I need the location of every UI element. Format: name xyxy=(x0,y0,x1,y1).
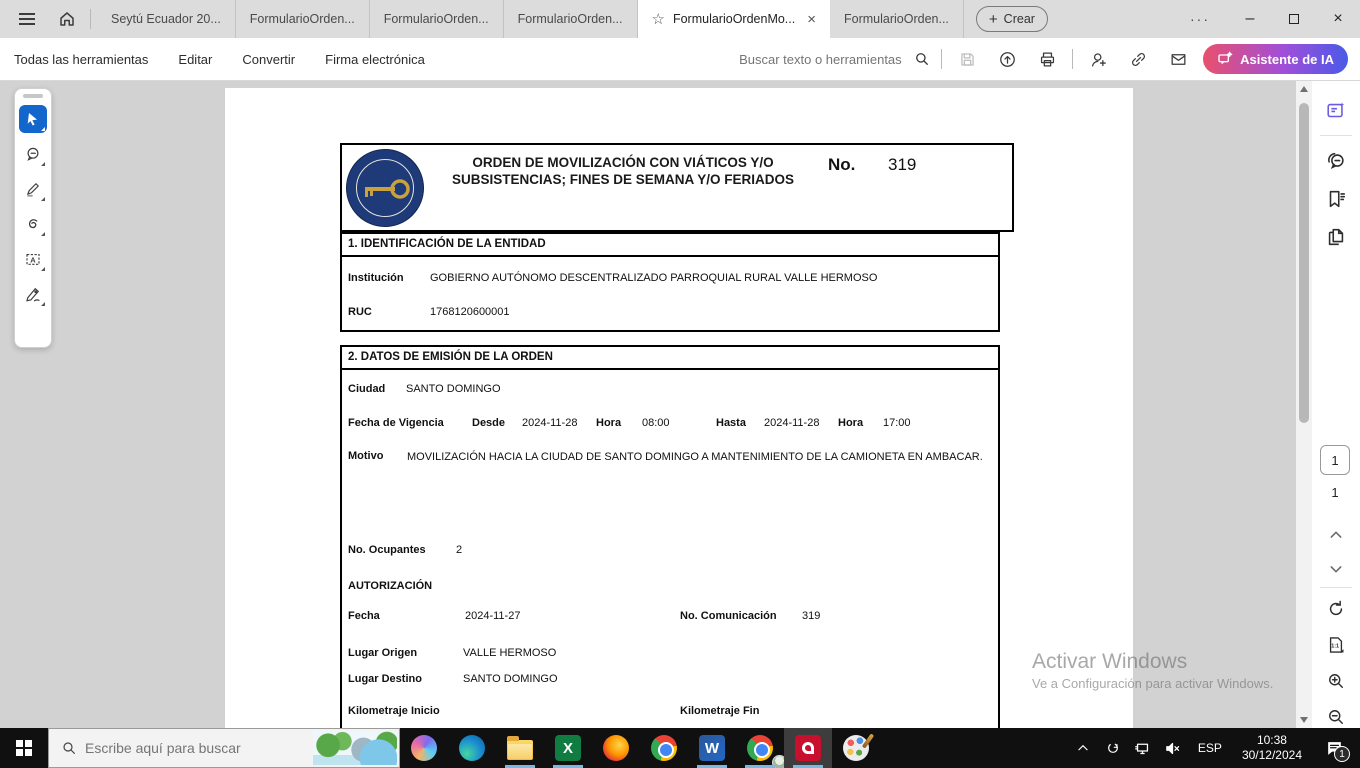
motivo-value: MOVILIZACIÓN HACIA LA CIUDAD DE SANTO DOMINGO A MANTENIMIENTO DE LA CAMIONETA EN AMBACAR. xyxy=(407,451,983,463)
text-select-tool-button[interactable] xyxy=(19,245,47,273)
firefox-icon xyxy=(603,735,629,761)
network-icon xyxy=(1134,740,1151,757)
ocupantes-label: No. Ocupantes xyxy=(348,544,426,556)
taskbar-excel-button[interactable] xyxy=(544,728,592,768)
ruc-label: RUC xyxy=(348,306,372,318)
acrobat-icon xyxy=(795,735,821,761)
comments-panel-icon xyxy=(1325,150,1347,172)
ciudad-label: Ciudad xyxy=(348,383,386,395)
titlebar-left xyxy=(0,4,91,34)
page-number-input[interactable]: 1 xyxy=(1320,445,1350,475)
restore-button[interactable] xyxy=(1272,0,1316,38)
page-total-label: 1 xyxy=(1331,485,1339,500)
crear-button[interactable]: + Crear xyxy=(976,6,1048,32)
ai-assistant-panel-button[interactable] xyxy=(1322,97,1350,125)
upload-cloud-icon xyxy=(998,50,1017,69)
vigencia-row xyxy=(348,417,992,432)
chevron-down-icon xyxy=(1328,561,1344,577)
right-panel xyxy=(1312,81,1360,728)
taskbar-search-icon xyxy=(61,740,77,756)
save-button[interactable] xyxy=(952,44,982,74)
page-thumbnails-panel-button[interactable] xyxy=(1322,223,1350,251)
excel-icon: X xyxy=(555,735,581,761)
menu-button[interactable] xyxy=(10,4,44,34)
ciudad-row xyxy=(348,383,992,398)
autorizacion-row xyxy=(348,580,992,595)
destino-value: SANTO DOMINGO xyxy=(463,673,558,685)
text-box-icon xyxy=(24,250,42,268)
menu-item-todas-las-herramientas[interactable]: Todas las herramientas xyxy=(14,51,149,67)
email-button[interactable] xyxy=(1163,44,1193,74)
signature-pen-icon xyxy=(24,285,42,303)
search-bar[interactable] xyxy=(739,50,931,68)
institucion-row xyxy=(348,272,992,287)
destino-label: Lugar Destino xyxy=(348,673,422,685)
next-page-button[interactable] xyxy=(1322,555,1350,583)
file-explorer-icon xyxy=(507,740,533,760)
menu-item-editar[interactable]: Editar xyxy=(178,51,213,67)
menu-item-firma-electronica[interactable]: Firma electrónica xyxy=(325,51,425,67)
origen-row xyxy=(348,647,992,662)
system-tray xyxy=(1070,728,1360,768)
desde-value: 2024-11-28 xyxy=(522,417,578,429)
chrome-profile-icon xyxy=(747,735,773,761)
fecha-value: 2024-11-27 xyxy=(465,610,521,622)
clock[interactable] xyxy=(1234,733,1310,763)
fecha-label: Fecha xyxy=(348,610,380,622)
right-panel-divider xyxy=(1320,135,1352,136)
document-title: ORDEN DE MOVILIZACIÓN CON VIÁTICOS Y/O SUBSISTENCIAS; FINES DE SEMANA Y/O FERIADOS xyxy=(451,155,795,187)
print-button[interactable] xyxy=(1032,44,1062,74)
scroll-down-icon xyxy=(1300,717,1308,723)
close-button[interactable]: × xyxy=(1333,10,1343,27)
titlebar xyxy=(0,0,1360,38)
home-icon xyxy=(58,10,76,28)
highlight-tool-button[interactable] xyxy=(19,175,47,203)
ai-assistant-panel-icon xyxy=(1325,100,1347,122)
save-icon xyxy=(958,50,977,69)
bookmarks-panel-button[interactable] xyxy=(1322,185,1350,213)
comment-tool-button[interactable] xyxy=(19,140,47,168)
entity-seal-logo xyxy=(346,149,424,227)
hora1-label: Hora xyxy=(596,417,622,429)
institucion-value: GOBIERNO AUTÓNOMO DESCENTRALIZADO PARROQUIAL RURAL VALLE HERMOSO xyxy=(430,272,878,284)
document-canvas xyxy=(0,81,1360,728)
tab-formulario-2[interactable]: FormularioOrden... xyxy=(370,0,504,38)
link-button[interactable] xyxy=(1123,44,1153,74)
scroll-up-button[interactable] xyxy=(1296,81,1312,97)
origen-value: VALLE HERMOSO xyxy=(463,647,557,659)
clock-time: 10:38 xyxy=(1256,733,1287,747)
vigencia-label: Fecha de Vigencia xyxy=(348,417,444,429)
ai-assistant-button[interactable]: Asistente de IA xyxy=(1203,44,1348,74)
word-icon: W xyxy=(699,735,725,761)
windows-logo-icon xyxy=(16,740,32,756)
toolbar-divider-1 xyxy=(941,49,942,69)
taskbar-search-input[interactable] xyxy=(85,740,285,756)
tray-chevron-up-icon xyxy=(1076,741,1090,755)
number-label: No. xyxy=(828,155,856,174)
overflow-menu-icon[interactable]: ··· xyxy=(1190,11,1210,27)
link-icon xyxy=(1129,50,1148,69)
highlighter-icon xyxy=(24,180,42,198)
taskbar-copilot-button[interactable] xyxy=(400,728,448,768)
bookmarks-panel-icon xyxy=(1325,188,1347,210)
search-input[interactable] xyxy=(739,52,907,67)
tab-formulario-3[interactable]: FormularioOrden... xyxy=(504,0,638,38)
zoom-out-button[interactable] xyxy=(1322,703,1350,728)
taskbar-edge-button[interactable] xyxy=(448,728,496,768)
palette-drag-handle[interactable] xyxy=(23,94,43,98)
ruc-row xyxy=(348,306,992,321)
rotate-page-button[interactable] xyxy=(1322,595,1350,623)
tab-strip xyxy=(97,0,964,38)
taskbar-chrome-button[interactable] xyxy=(640,728,688,768)
hora2-label: Hora xyxy=(838,417,864,429)
tab-formulario-5[interactable]: FormularioOrden... xyxy=(830,0,964,38)
ocupantes-value: 2 xyxy=(456,544,463,556)
toolbar-right xyxy=(739,44,1360,74)
freehand-draw-icon xyxy=(24,215,42,233)
form-header-box xyxy=(340,143,1014,232)
email-icon xyxy=(1169,50,1188,69)
desde-label: Desde xyxy=(472,417,506,429)
gold-key-icon xyxy=(361,174,411,204)
edge-icon xyxy=(459,735,485,761)
institucion-label: Institución xyxy=(348,272,404,284)
scroll-down-button[interactable] xyxy=(1296,712,1312,728)
actual-size-icon xyxy=(1326,635,1346,655)
windows-activation-watermark: Activar Windows Ve a Configuración para activar Windows. xyxy=(1032,650,1274,691)
toolbar-divider-2 xyxy=(1072,49,1073,69)
hora1-value: 08:00 xyxy=(642,417,670,429)
start-button[interactable] xyxy=(0,728,48,768)
taskbar-firefox-button[interactable] xyxy=(592,728,640,768)
svg-text:1:1: 1:1 xyxy=(1331,643,1340,650)
tab-close-icon[interactable]: × xyxy=(807,10,816,28)
tray-network-button[interactable] xyxy=(1130,728,1156,768)
tab-formulario-1[interactable]: FormularioOrden... xyxy=(236,0,370,38)
menu-item-convertir[interactable]: Convertir xyxy=(242,51,296,67)
tab-seytu-ecuador[interactable]: Seytú Ecuador 20... xyxy=(97,0,236,38)
cursor-arrow-icon xyxy=(25,111,41,127)
page-thumbnails-icon xyxy=(1325,226,1347,248)
fecha-row xyxy=(348,610,992,625)
quick-tools-palette xyxy=(14,88,52,348)
titlebar-right xyxy=(1172,0,1360,38)
destino-row xyxy=(348,673,992,688)
notification-badge: 1 xyxy=(1334,746,1350,762)
search-icon[interactable] xyxy=(913,50,931,68)
scroll-up-icon xyxy=(1300,86,1308,92)
kilometraje-row xyxy=(348,705,992,720)
notification-center-button[interactable] xyxy=(1314,728,1354,768)
motivo-row xyxy=(348,450,992,480)
minimize-button[interactable]: – xyxy=(1245,10,1255,27)
tray-sync-icon xyxy=(1105,740,1121,756)
add-user-button[interactable] xyxy=(1083,44,1113,74)
taskbar xyxy=(0,728,1360,768)
comunicacion-label: No. Comunicación xyxy=(680,610,777,622)
tray-sync-button[interactable] xyxy=(1100,728,1126,768)
toolbar xyxy=(0,38,1360,81)
ciudad-value: SANTO DOMINGO xyxy=(406,383,501,395)
taskbar-word-button[interactable] xyxy=(688,728,736,768)
motivo-label: Motivo xyxy=(348,450,384,462)
comment-icon xyxy=(24,145,42,163)
rotate-icon xyxy=(1326,599,1346,619)
chevron-up-icon xyxy=(1328,527,1344,543)
ruc-value: 1768120600001 xyxy=(430,306,510,318)
tray-show-hidden-button[interactable] xyxy=(1070,728,1096,768)
tab-formulario-active[interactable]: ☆ FormularioOrdenMo... × xyxy=(638,0,830,38)
section2-header: 2. DATOS DE EMISIÓN DE LA ORDEN xyxy=(342,347,998,370)
vertical-scrollbar[interactable] xyxy=(1296,81,1312,728)
comunicacion-value: 319 xyxy=(802,610,821,622)
tray-volume-button[interactable] xyxy=(1160,728,1186,768)
plus-icon: + xyxy=(988,10,998,28)
paint-icon xyxy=(843,735,869,761)
ocupantes-row xyxy=(348,544,992,559)
taskbar-acrobat-button[interactable] xyxy=(784,728,832,768)
chrome-icon xyxy=(651,735,677,761)
search-highlight-image[interactable] xyxy=(313,731,397,765)
hamburger-icon xyxy=(19,13,35,25)
previous-page-button[interactable] xyxy=(1322,521,1350,549)
draw-tool-button[interactable] xyxy=(19,210,47,238)
print-icon xyxy=(1038,50,1057,69)
comments-panel-button[interactable] xyxy=(1322,147,1350,175)
svg-text:A: A xyxy=(30,255,36,265)
star-icon[interactable]: ☆ xyxy=(651,11,665,28)
hasta-label: Hasta xyxy=(716,417,746,429)
hasta-value: 2024-11-28 xyxy=(764,417,820,429)
language-indicator[interactable]: ESP xyxy=(1197,741,1222,755)
toolbar-menu xyxy=(0,52,425,67)
taskbar-file-explorer-button[interactable] xyxy=(496,728,544,768)
select-tool-button[interactable] xyxy=(19,105,47,133)
taskbar-chrome-profile-button[interactable] xyxy=(736,728,784,768)
number-value: 319 xyxy=(888,155,917,174)
km-inicio-label: Kilometraje Inicio xyxy=(348,705,440,717)
restore-icon xyxy=(1289,14,1299,24)
scrollbar-thumb[interactable] xyxy=(1299,103,1309,423)
zoom-in-icon xyxy=(1326,671,1346,691)
right-panel-divider-2 xyxy=(1320,587,1352,588)
volume-muted-icon xyxy=(1164,740,1181,757)
taskbar-paint-button[interactable] xyxy=(832,728,880,768)
clock-date: 30/12/2024 xyxy=(1241,748,1302,762)
home-button[interactable] xyxy=(50,4,84,34)
ai-chat-icon xyxy=(1217,51,1233,67)
km-fin-label: Kilometraje Fin xyxy=(680,705,760,717)
section-datos-emision xyxy=(340,345,1000,728)
titlebar-divider xyxy=(90,9,91,29)
section1-header: 1. IDENTIFICACIÓN DE LA ENTIDAD xyxy=(342,234,998,257)
origen-label: Lugar Origen xyxy=(348,647,418,659)
zoom-out-icon xyxy=(1326,707,1346,727)
zoom-in-button[interactable] xyxy=(1322,667,1350,695)
actual-size-button[interactable] xyxy=(1322,631,1350,659)
autorizacion-label: AUTORIZACIÓN xyxy=(348,580,433,592)
taskbar-search[interactable] xyxy=(48,728,400,768)
copilot-icon xyxy=(411,735,437,761)
sign-tool-button[interactable] xyxy=(19,280,47,308)
hora2-value: 17:00 xyxy=(883,417,911,429)
add-user-icon xyxy=(1089,50,1108,69)
upload-button[interactable] xyxy=(992,44,1022,74)
section-identificacion xyxy=(340,232,1000,332)
